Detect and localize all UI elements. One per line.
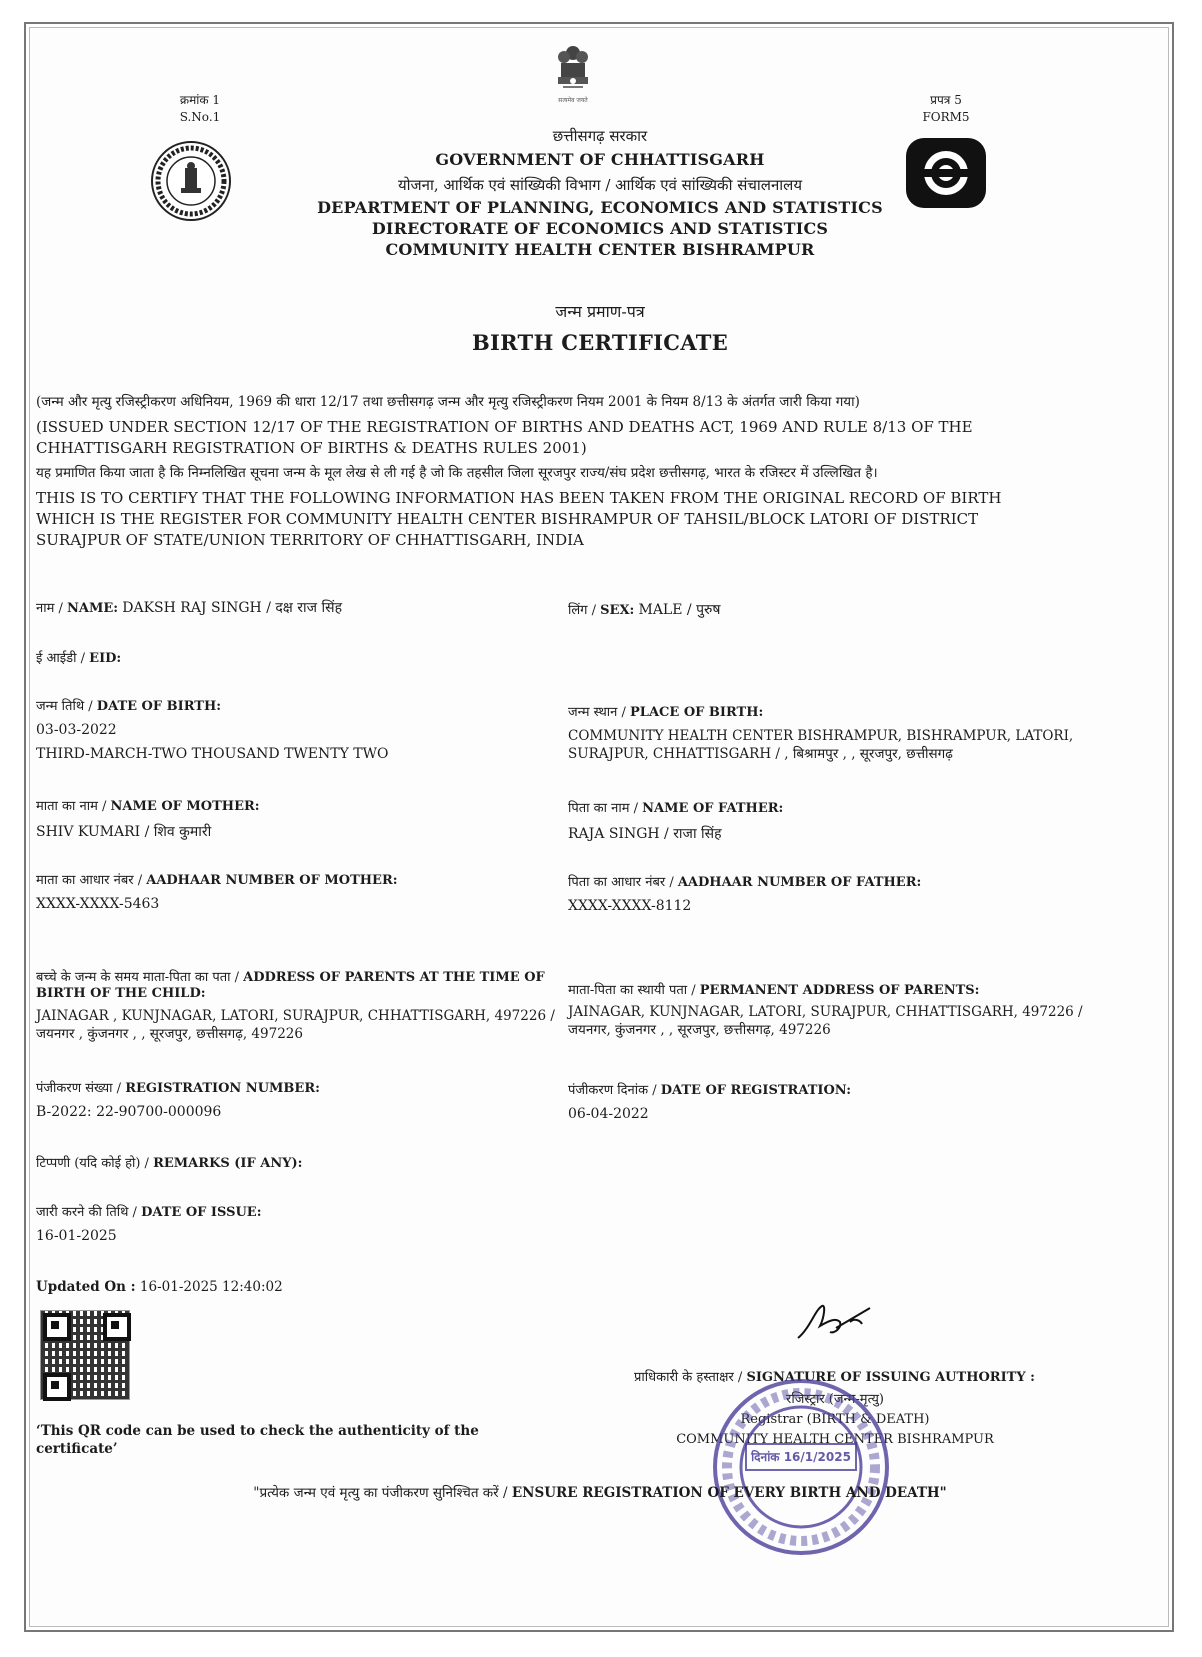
name-label-hindi: नाम / [36,601,68,616]
reg-no-label-hindi: पंजीकरण संख्या / [36,1081,126,1096]
issued-english-line-1: (ISSUED UNDER SECTION 12/17 OF THE REGISTRATION OF BIRTHS AND DEATHS ACT, 1969 AND RULE 8/13 OF THE [36,418,973,436]
sig-label-hindi: प्राधिकारी के हस्ताक्षर / [634,1370,747,1385]
mother-label-hindi: माता का नाम / [36,799,111,814]
dob-label-hindi: जन्म तिथि / [36,699,97,714]
intro-block [36,392,1136,551]
permanent-address-field [568,980,1138,1038]
pob-value-line-1: COMMUNITY HEALTH CENTER BISHRAMPUR, BISHRAMPUR, LATORI, [568,728,1074,744]
qr-code-icon[interactable] [40,1310,130,1400]
issue-value: 16-01-2025 [36,1228,117,1244]
registrar-hindi: रजिस्ट्रार (जन्म-मृत्यु) [786,1392,884,1407]
reg-no-label: REGISTRATION NUMBER: [125,1081,320,1096]
aadhaar-mother-value: XXXX-XXXX-5463 [36,896,160,912]
registrar-center: COMMUNITY HEALTH CENTER BISHRAMPUR [676,1432,994,1447]
aadhaar-father-value: XXXX-XXXX-8112 [568,898,692,914]
dob-label: DATE OF BIRTH: [96,699,222,714]
aadhaar-father-label-hindi: पिता का आधार नंबर / [568,875,678,890]
aadhaar-mother-label: AADHAAR NUMBER OF MOTHER: [146,873,398,888]
slogan-english: ENSURE REGISTRATION OF EVERY BIRTH AND DEATH" [511,1485,947,1501]
issue-date-field [36,1202,436,1244]
header-block [200,124,1000,261]
addr-birth-label-hindi: बच्चे के जन्म के समय माता-पिता का पता / [36,970,244,985]
sex-field [568,600,1128,619]
certify-english-line-3: SURAJPUR OF STATE/UNION TERRITORY OF CHHATTISGARH, INDIA [36,531,584,549]
addr-birth-value-line-1: JAINAGAR , KUNJNAGAR, LATORI, SURAJPUR, CHHATTISGARH, 497226 / [36,1008,555,1024]
issued-english-line-2: CHHATTISGARH REGISTRATION OF BIRTHS & DEATHS RULES 2001) [36,439,587,457]
mother-value: SHIV KUMARI / शिव कुमारी [36,824,212,840]
pob-field [568,702,1138,762]
address-at-birth-field [36,970,568,1042]
eid-field [36,648,121,666]
reg-date-value: 06-04-2022 [568,1106,649,1122]
updated-value: 16-01-2025 12:40:02 [139,1279,283,1295]
reg-no-value: B-2022: 22-90700-000096 [36,1104,222,1120]
dept-hindi: योजना, आर्थिक एवं सांख्यिकी विभाग / आर्थिक एवं सांख्यिकी संचालनालय [397,176,803,194]
emblem-caption: सत्यमेव जयते [558,97,588,104]
title-hindi: जन्म प्रमाण-पत्र [555,302,645,321]
father-name-field [568,798,1128,843]
addr-birth-label-line-2: BIRTH OF THE CHILD: [36,986,206,1001]
remarks-label: REMARKS (IF ANY): [153,1156,303,1171]
addr-perm-label: PERMANENT ADDRESS OF PARENTS: [699,983,980,998]
addr-perm-value-line-1: JAINAGAR, KUNJNAGAR, LATORI, SURAJPUR, CHHATTISGARH, 497226 / [568,1004,1083,1020]
addr-perm-value-line-2: जयनगर, कुंजनगर , , सूरजपुर, छत्तीसगढ़, 497226 [568,1022,831,1038]
aadhaar-father-field [568,872,1128,914]
govt-english: GOVERNMENT OF CHHATTISGARH [435,150,765,169]
certify-english-line-2: WHICH IS THE REGISTER FOR COMMUNITY HEALTH CENTER BISHRAMPUR OF TAHSIL/BLOCK LATORI OF DISTRICT [36,510,979,528]
form-number [906,92,986,126]
serial-hindi: क्रमांक 1 [179,93,221,107]
pob-value-line-2: SURAJPUR, CHHATTISGARH / , बिश्रामपुर , , सूरजपुर, छत्तीसगढ़ [568,746,953,762]
official-stamp-icon [706,1372,896,1562]
eid-label: EID: [89,651,122,666]
updated-label: Updated On : [36,1279,136,1295]
issue-label: DATE OF ISSUE: [141,1205,262,1220]
directorate-name: DIRECTORATE OF ECONOMICS AND STATISTICS [371,219,829,238]
mother-label: NAME OF MOTHER: [110,799,260,814]
registration-number-field [36,1078,556,1120]
dob-value: 03-03-2022 [36,722,117,738]
updated-on [36,1279,283,1295]
name-label: NAME: [67,601,119,616]
father-label: NAME OF FATHER: [642,801,784,816]
reg-date-label-hindi: पंजीकरण दिनांक / [568,1083,661,1098]
dob-field [36,696,556,762]
certify-hindi: यह प्रमाणित किया जाता है कि निम्नलिखित सूचना जन्म के मूल लेख से ली गई है जो कि तहसील जिला सूरजपुर राज्य/संघ प्रदेश छत्तीसगढ़, भारत के रजिस्टर में उल्लिखित है। [36,465,878,481]
aadhaar-mother-label-hindi: माता का आधार नंबर / [36,873,147,888]
addr-perm-label-hindi: माता-पिता का स्थायी पता / [568,983,700,998]
sig-label: SIGNATURE OF ISSUING AUTHORITY : [746,1370,1035,1385]
certify-english-line-1: THIS IS TO CERTIFY THAT THE FOLLOWING INFORMATION HAS BEEN TAKEN FROM THE ORIGINAL RECORD OF BIRTH [36,489,1002,507]
signature-icon [790,1298,880,1348]
addr-birth-value-line-2: जयनगर , कुंजनगर , , सूरजपुर, छत्तीसगढ़, 497226 [36,1026,303,1042]
pob-label-hindi: जन्म स्थान / [568,705,631,720]
qr-note-line-2: certificate’ [36,1441,118,1457]
name-field [36,598,556,617]
registration-date-field [568,1080,1128,1122]
title-english: BIRTH CERTIFICATE [471,330,728,355]
dept-english: DEPARTMENT OF PLANNING, ECONOMICS AND STATISTICS [317,198,883,217]
aadhaar-father-label: AADHAAR NUMBER OF FATHER: [677,875,922,890]
slogan-hindi: "प्रत्येक जन्म एवं मृत्यु का पंजीकरण सुनिश्चित करें / [253,1485,512,1501]
reg-date-label: DATE OF REGISTRATION: [660,1083,851,1098]
title-block [300,298,900,360]
stamp-date: दिनांक 16/1/2025 [751,1450,851,1464]
pob-label: PLACE OF BIRTH: [630,705,764,720]
dob-words: THIRD-MARCH-TWO THOUSAND TWENTY TWO [36,746,389,762]
remarks-field [36,1153,302,1171]
serial-english: S.No.1 [179,110,221,124]
form-hindi: प्रपत्र 5 [930,93,962,107]
sex-value: MALE / पुरुष [638,602,721,618]
govt-hindi: छत्तीसगढ़ सरकार [552,127,648,145]
mother-name-field [36,796,556,841]
issue-label-hindi: जारी करने की तिथि / [36,1205,142,1220]
father-value: RAJA SINGH / राजा सिंह [568,826,722,842]
issued-hindi: (जन्म और मृत्यु रजिस्ट्रीकरण अधिनियम, 1969 की धारा 12/17 तथा छत्तीसगढ़ जन्म और मृत्यु रजिस्ट्रीकरण नियम 2001 के नियम 8/13 के अंतर्गत जारी किया गया) [36,394,860,410]
sex-label-hindi: लिंग / [568,603,601,618]
bottom-slogan [100,1483,1100,1501]
serial-number [160,92,240,126]
addr-birth-label-line-1: ADDRESS OF PARENTS AT THE TIME OF [243,970,545,985]
qr-note-line-1: ‘This QR code can be used to check the authenticity of the [36,1423,479,1439]
national-emblem-icon [548,44,598,104]
sex-label: SEX: [600,603,635,618]
name-value: DAKSH RAJ SINGH / दक्ष राज सिंह [122,600,343,616]
registrar-english: Registrar (BIRTH & DEATH) [740,1412,930,1427]
father-label-hindi: पिता का नाम / [568,801,643,816]
form-english: FORM5 [922,110,970,124]
aadhaar-mother-field [36,870,556,912]
eid-label-hindi: ई आईडी / [36,651,90,666]
remarks-label-hindi: टिप्पणी (यदि कोई हो) / [36,1156,154,1171]
qr-note [36,1422,556,1458]
health-center-name: COMMUNITY HEALTH CENTER BISHRAMPUR [385,240,815,259]
